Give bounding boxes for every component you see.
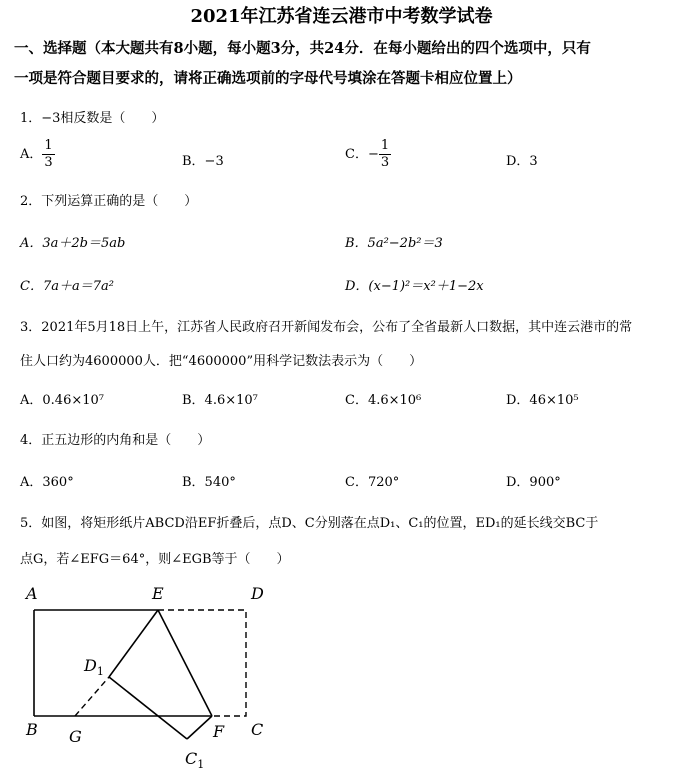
- q4-option-d[interactable]: D．900°: [506, 475, 561, 490]
- label-D: D: [251, 584, 264, 603]
- q1-a-numerator: 1: [44, 138, 53, 153]
- q1-option-b[interactable]: B．−3: [182, 154, 224, 169]
- q1-option-a-label: A．: [20, 147, 43, 162]
- label-D1-letter: D: [84, 656, 97, 675]
- label-C1-letter: C: [185, 749, 198, 768]
- section-heading: [14, 34, 674, 94]
- q2-option-a[interactable]: A．3a＋2b＝5ab: [20, 236, 126, 251]
- q1-option-d[interactable]: D．3: [506, 154, 538, 169]
- q2-option-c[interactable]: C．7a＋a＝7a²: [20, 279, 114, 294]
- q4-stem: 4．正五边形的内角和是（ ）: [20, 433, 211, 448]
- q2-option-d[interactable]: D．(x−1)²＝x²＋1−2x: [345, 279, 484, 294]
- label-A: A: [26, 584, 38, 603]
- geometry-figure: [14, 577, 314, 772]
- page-title: 2021年江苏省连云港市中考数学试卷: [190, 6, 493, 27]
- dashed-extension-GD1: [75, 677, 109, 716]
- q5-stem-line2: 点G，若∠EFG＝64°，则∠EGB等于（ ）: [20, 552, 290, 567]
- fold-line-EF: [158, 610, 212, 716]
- q1-option-a-fraction: [42, 138, 54, 171]
- label-D1: [83, 656, 104, 678]
- label-C1: [185, 749, 204, 771]
- label-D1-sub: 1: [96, 665, 104, 678]
- q1-option-c-label: C．−: [345, 147, 379, 162]
- q1-a-denominator: 3: [44, 155, 53, 170]
- q3-option-b[interactable]: B．4.6×10⁷: [182, 393, 258, 408]
- section-heading-line1: 一、选择题（本大题共有8小题，每小题3分，共24分．在每小题给出的四个选项中，只有: [14, 40, 591, 57]
- label-G: G: [69, 727, 82, 746]
- label-C: C: [251, 720, 264, 739]
- q4-option-a[interactable]: A．360°: [20, 475, 74, 490]
- q3-option-c[interactable]: C．4.6×10⁶: [345, 393, 422, 408]
- q3-stem-line1: 3．2021年5月18日上午，江苏省人民政府召开新闻发布会，公布了全省最新人口数据，其中连云港市的常: [20, 320, 633, 335]
- q1-option-c[interactable]: [345, 138, 391, 171]
- q2-stem: 2．下列运算正确的是（ ）: [20, 194, 198, 209]
- q3-option-a[interactable]: A．0.46×10⁷: [20, 393, 104, 408]
- edge-D1C1: [109, 677, 187, 739]
- q5-stem-line1: 5．如图，将矩形纸片ABCD沿EF折叠后，点D、C分别落在点D₁、C₁的位置，ED₁的延长线交BC于: [20, 516, 599, 531]
- q3-option-d[interactable]: D．46×10⁵: [506, 393, 579, 408]
- label-E: E: [152, 584, 164, 603]
- q1-c-numerator: 1: [380, 138, 390, 153]
- q1-option-c-fraction: [379, 138, 391, 171]
- section-heading-line2: 一项是符合题目要求的，请将正确选项前的字母代号填涂在答题卡相应位置上）: [14, 70, 522, 87]
- q4-option-b[interactable]: B．540°: [182, 475, 236, 490]
- edge-ED1: [109, 610, 158, 677]
- q3-stem-line2: 住人口约为4600000人．把“4600000”用科学记数法表示为（ ）: [20, 354, 423, 369]
- label-F: F: [213, 722, 225, 741]
- q1-c-denominator: 3: [380, 155, 390, 170]
- q1-stem: 1．−3相反数是（ ）: [20, 111, 165, 126]
- label-C1-sub: 1: [197, 758, 205, 771]
- label-B: B: [26, 720, 38, 739]
- edge-C1F: [187, 716, 212, 739]
- q2-option-b[interactable]: B．5a²−2b²＝3: [345, 236, 443, 251]
- dashed-original-flap: [158, 610, 246, 716]
- q1-option-a[interactable]: [20, 138, 55, 171]
- q4-option-c[interactable]: C．720°: [345, 475, 400, 490]
